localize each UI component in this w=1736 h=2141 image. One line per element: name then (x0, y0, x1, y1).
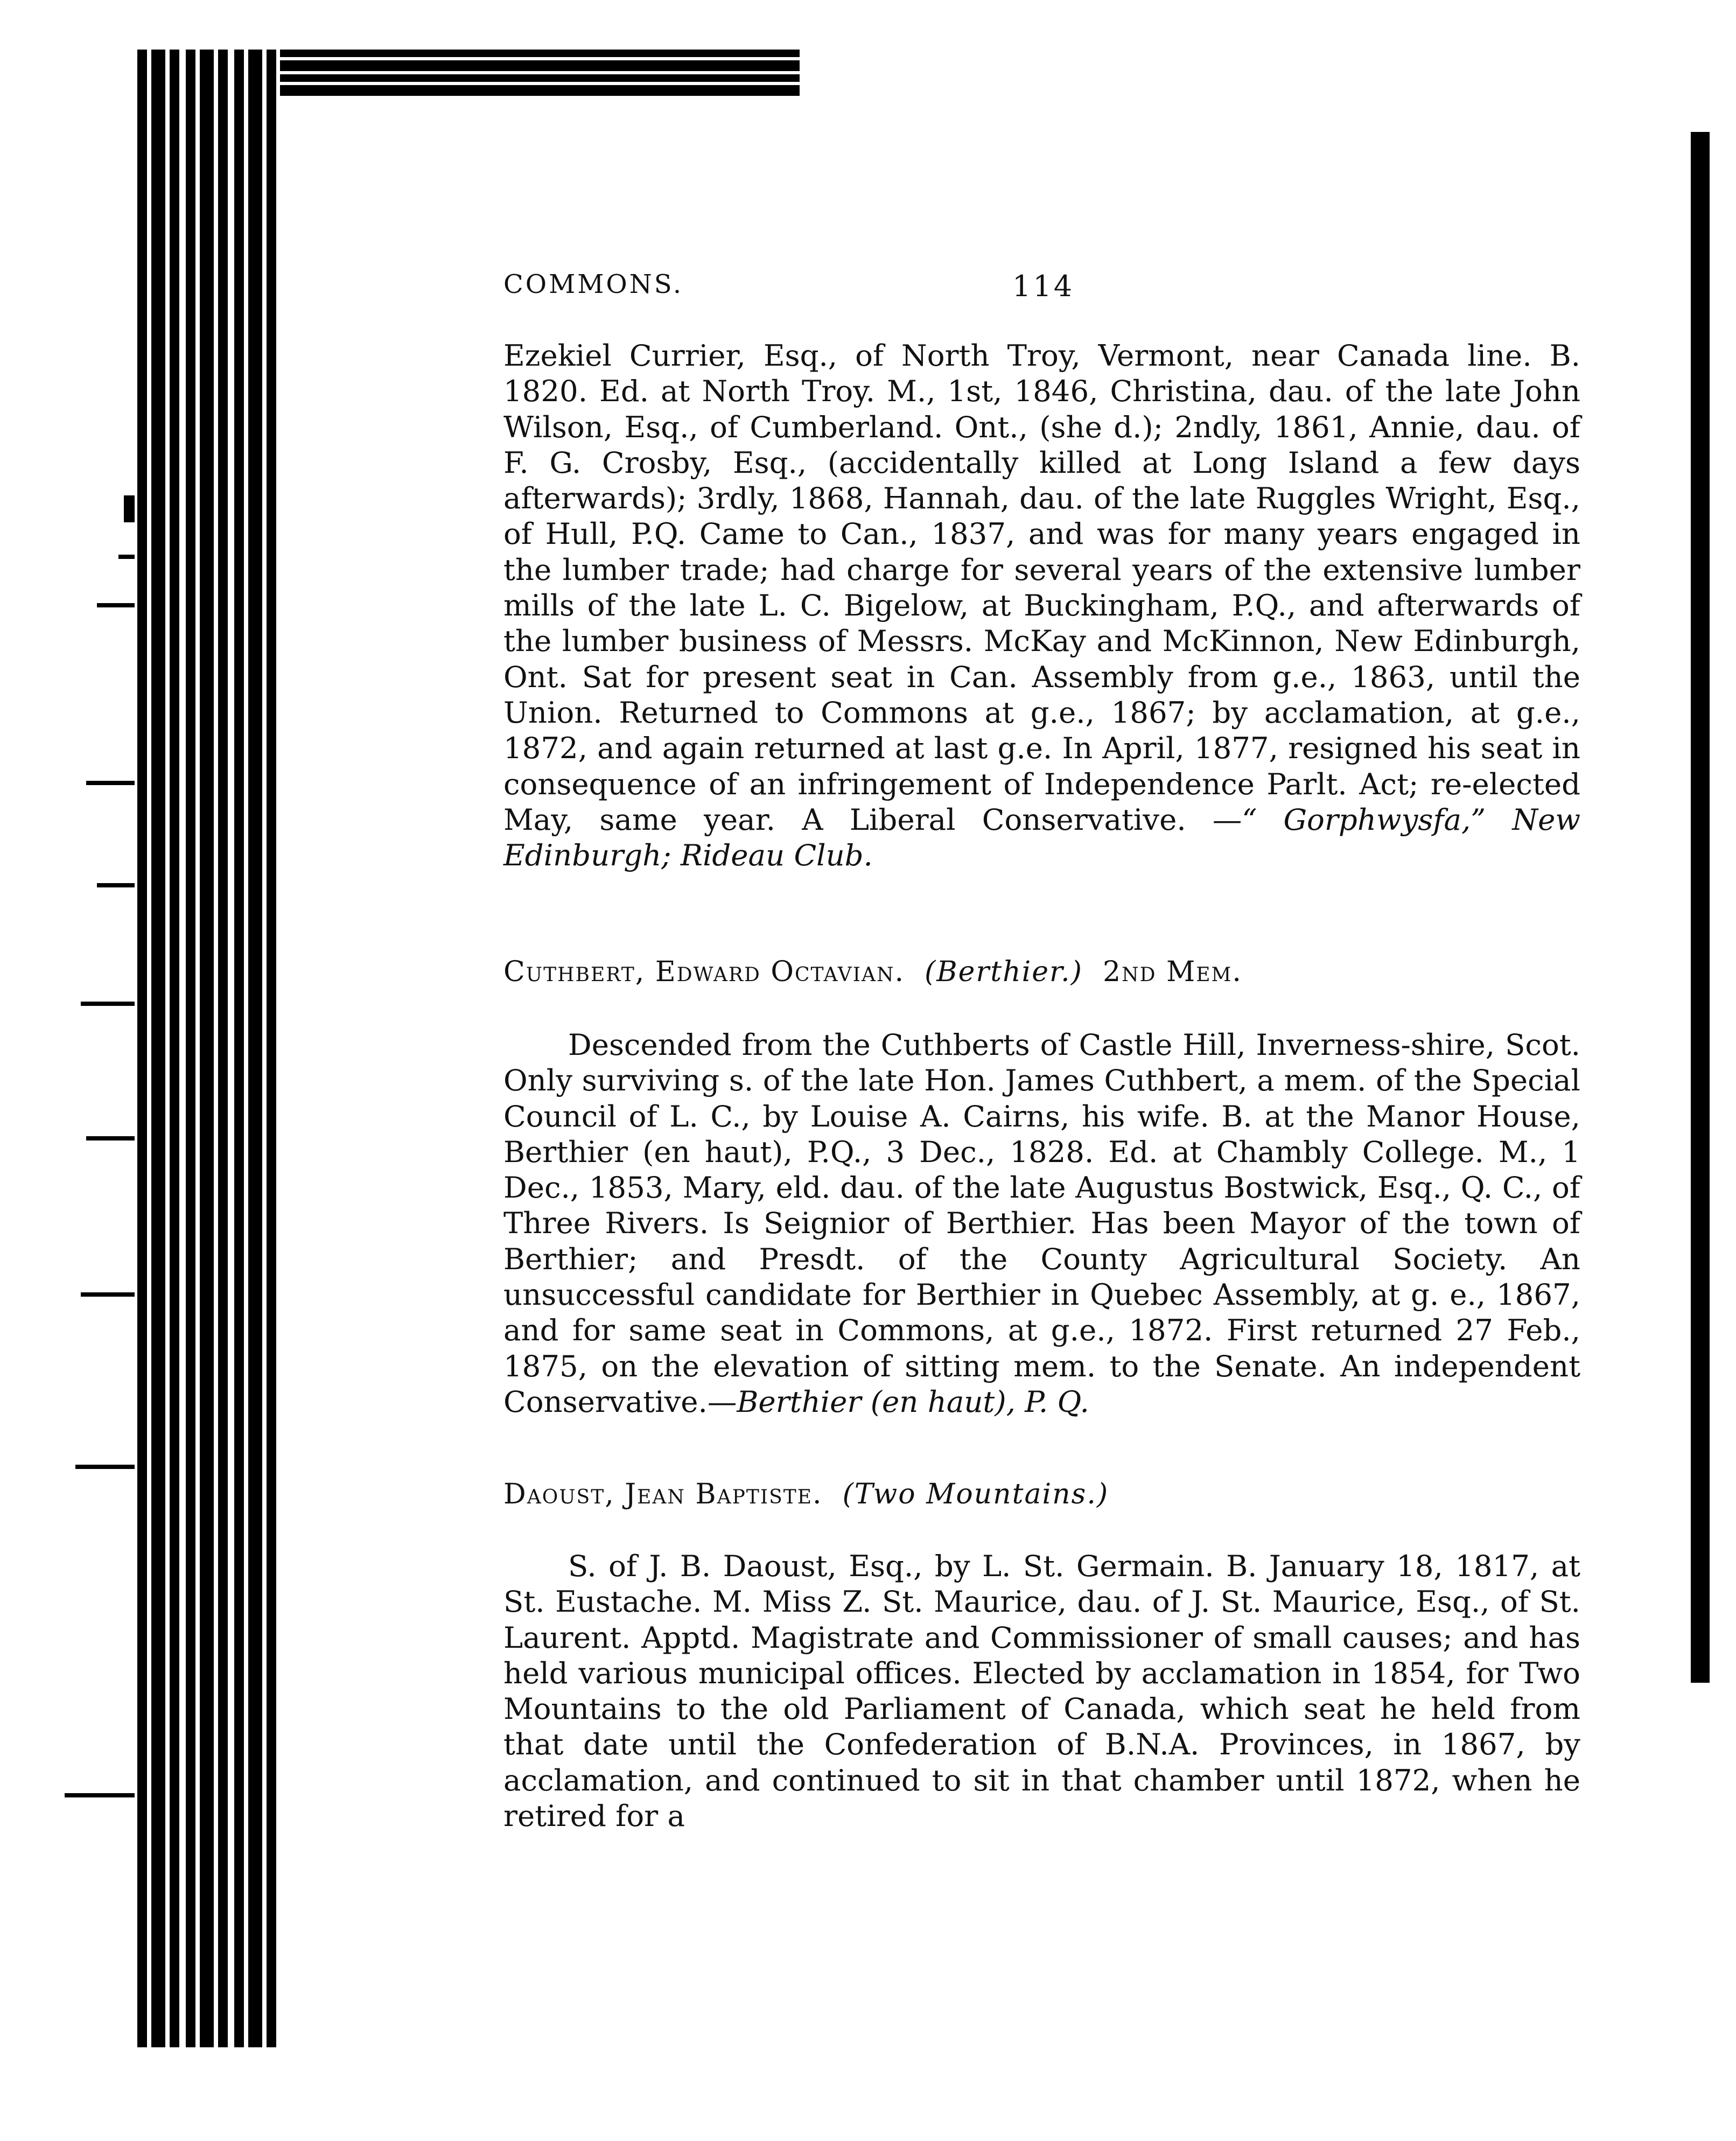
entry-body: Ezekiel Currier, Esq., of North Troy, Vermont, near Canada line. B. 1820. Ed. at North Troy. M., 1st, 1846, Christina, dau. of the late John Wilson, Esq., of Cumberland. Ont., (she d.); 2ndly, 1861, Annie, dau. of F. G. Crosby, Esq., (accidentally killed at Long Island a few days afterwards); 3rdly, 1868, Hannah, dau. of the late Ruggles Wright, Esq., of Hull, P.Q. Came to Can., 1837, and was for many years engaged in the lumber trade; had charge for several years of the extensive lumber mills of the late L. C. Bigelow, at Buckingham, P.Q., and afterwards of the lumber business of Messrs. McKay and McKinnon, New Edinburgh, Ont. Sat for present seat in Can. Assembly from g.e., 1863, until the Union. Returned to Commons at g.e., 1867; by acclamation, at g.e., 1872, and again returned at last g.e. In April, 1877, resigned his seat in consequence of an infringement of Independence Parlt. Act; re-elected May, same year. A Liberal Conservative. (503, 338, 1580, 837)
scan-margin-marks (65, 0, 135, 2141)
entry-body: S. of J. B. Daoust, Esq., by L. St. Germain. B. January 18, 1817, at St. Eustache. M. Miss Z. St. Maurice, dau. of J. St. Maurice, Esq., of St. Laurent. Apptd. Magistrate and Commissioner of small causes; and has held various municipal offices. Elected by acclamation in 1854, for Two Mountains to the old Parliament of Canada, which seat he held from that date until the Confederation of B.N.A. Provinces, in 1867, by acclamation, and continued to sit in that chamber until 1872, when he retired for a (503, 1549, 1580, 1834)
entry-cuthbert-body (503, 1027, 1580, 1419)
entry-name: Cuthbert, Edward Octavian. (503, 956, 905, 988)
section-title: COMMONS. (503, 269, 684, 299)
entry-address: —Berthier (en haut), P. Q. (707, 1384, 1089, 1419)
entry-member-note: 2nd Mem. (1103, 956, 1242, 988)
entry-currier-continuation (503, 338, 1580, 873)
page-number: 114 (1012, 269, 1075, 303)
entry-daoust-body (503, 1548, 1580, 1834)
scan-binding-edge-left (137, 50, 280, 2047)
entry-heading-cuthbert (503, 956, 1580, 988)
entry-name: Daoust, Jean Baptiste. (503, 1478, 823, 1510)
scan-edge-right (1691, 132, 1710, 1683)
entry-address: —“ Gorphwysfa,” New Edinburgh; Rideau Club. (503, 802, 1581, 873)
running-head (503, 269, 1580, 307)
entry-body: Descended from the Cuthberts of Castle Hill, Inverness-shire, Scot. Only surviving s. of the late Hon. James Cuthbert, a mem. of the Special Council of L. C., by Louise A. Cairns, his wife. B. at the Manor House, Berthier (en haut), P.Q., 3 Dec., 1828. Ed. at Chambly College. M., 1 Dec., 1853, Mary, eld. dau. of the late Augustus Bostwick, Esq., Q. C., of Three Rivers. Is Seignior of Berthier. Has been Mayor of the town of Berthier; and Presdt. of the County Agricultural Society. An unsuccessful candidate for Berthier in Quebec Assembly, at g. e., 1867, and for same seat in Commons, at g.e., 1872. First returned 27 Feb., 1875, on the elevation of sitting mem. to the Senate. An independent Conservative. (503, 1027, 1580, 1419)
entry-riding: (Two Mountains.) (842, 1478, 1109, 1510)
entry-riding: (Berthier.) (925, 956, 1083, 988)
entry-heading-daoust (503, 1478, 1580, 1510)
